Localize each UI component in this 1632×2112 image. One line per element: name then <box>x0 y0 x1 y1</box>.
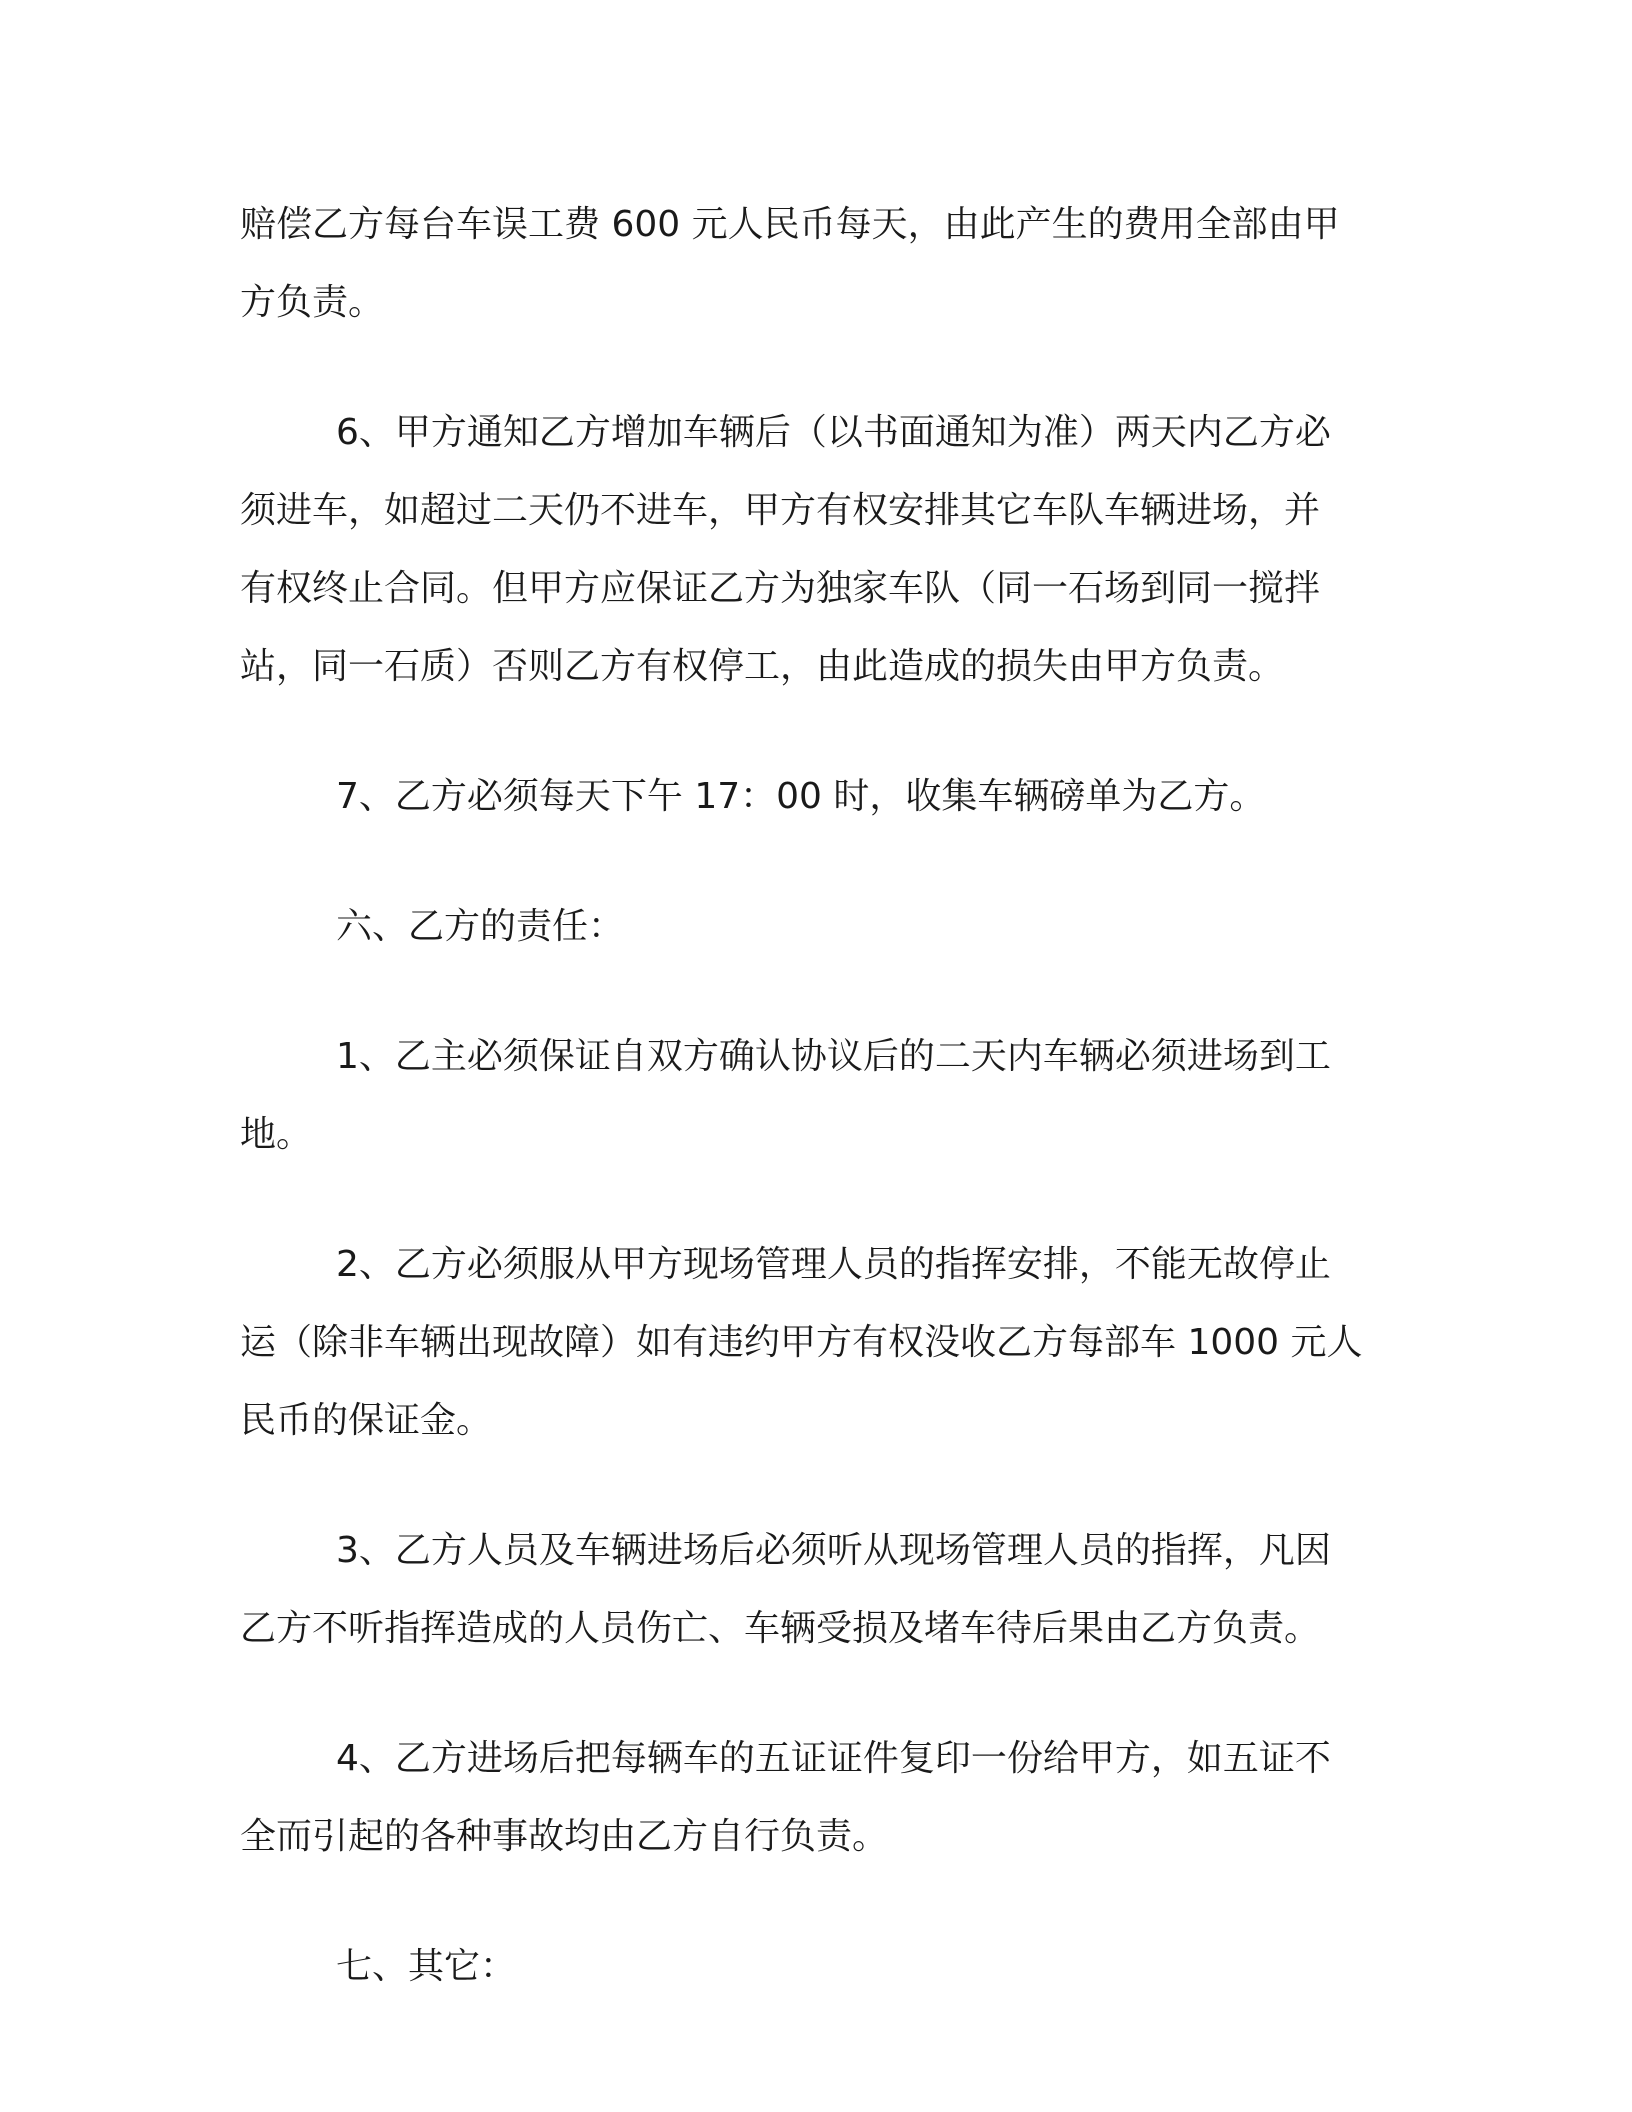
text-line: 民币的保证金。 <box>240 1400 493 1441</box>
section-heading-party-b-responsibilities <box>240 888 1392 966</box>
text-line: 须进车，如超过二天仍不进车，甲方有权安排其它车队车辆进场，并 <box>240 490 1321 531</box>
text-line: 7、乙方必须每天下午 17：00 时，收集车辆磅单为乙方。 <box>336 776 1266 817</box>
text-line: 1、乙主必须保证自双方确认协议后的二天内车辆必须进场到工 <box>336 1036 1331 1077</box>
text-line: 6、甲方通知乙方增加车辆后（以书面通知为准）两天内乙方必 <box>336 412 1331 453</box>
paragraph-item-6 <box>240 394 1392 706</box>
section-heading: 六、乙方的责任： <box>336 906 625 947</box>
text-line: 方负责。 <box>240 282 385 323</box>
text-line: 有权终止合同。但甲方应保证乙方为独家车队（同一石场到同一搅拌 <box>240 568 1321 609</box>
text-line: 全而引起的各种事故均由乙方自行负责。 <box>240 1816 889 1857</box>
paragraph-b-item-2 <box>240 1226 1392 1460</box>
text-line: 地。 <box>240 1114 313 1155</box>
paragraph-item-7 <box>240 758 1392 836</box>
paragraph-b-item-1 <box>240 1018 1392 1174</box>
paragraph-compensation <box>240 186 1392 342</box>
section-heading: 七、其它： <box>336 1946 517 1987</box>
document-body <box>240 186 1392 2058</box>
section-heading-other <box>240 1928 1392 2006</box>
text-line: 4、乙方进场后把每辆车的五证证件复印一份给甲方，如五证不 <box>336 1738 1331 1779</box>
text-line: 赔偿乙方每台车误工费 600 元人民币每天，由此产生的费用全部由甲 <box>240 204 1340 245</box>
text-line: 2、乙方必须服从甲方现场管理人员的指挥安排，不能无故停止 <box>336 1244 1331 1285</box>
paragraph-b-item-3 <box>240 1512 1392 1668</box>
text-line: 3、乙方人员及车辆进场后必须听从现场管理人员的指挥，凡因 <box>336 1530 1331 1571</box>
text-line: 运（除非车辆出现故障）如有违约甲方有权没收乙方每部车 1000 元人 <box>240 1322 1363 1363</box>
paragraph-b-item-4 <box>240 1720 1392 1876</box>
text-line: 乙方不听指挥造成的人员伤亡、车辆受损及堵车待后果由乙方负责。 <box>240 1608 1321 1649</box>
text-line: 站，同一石质）否则乙方有权停工，由此造成的损失由甲方负责。 <box>240 646 1285 687</box>
